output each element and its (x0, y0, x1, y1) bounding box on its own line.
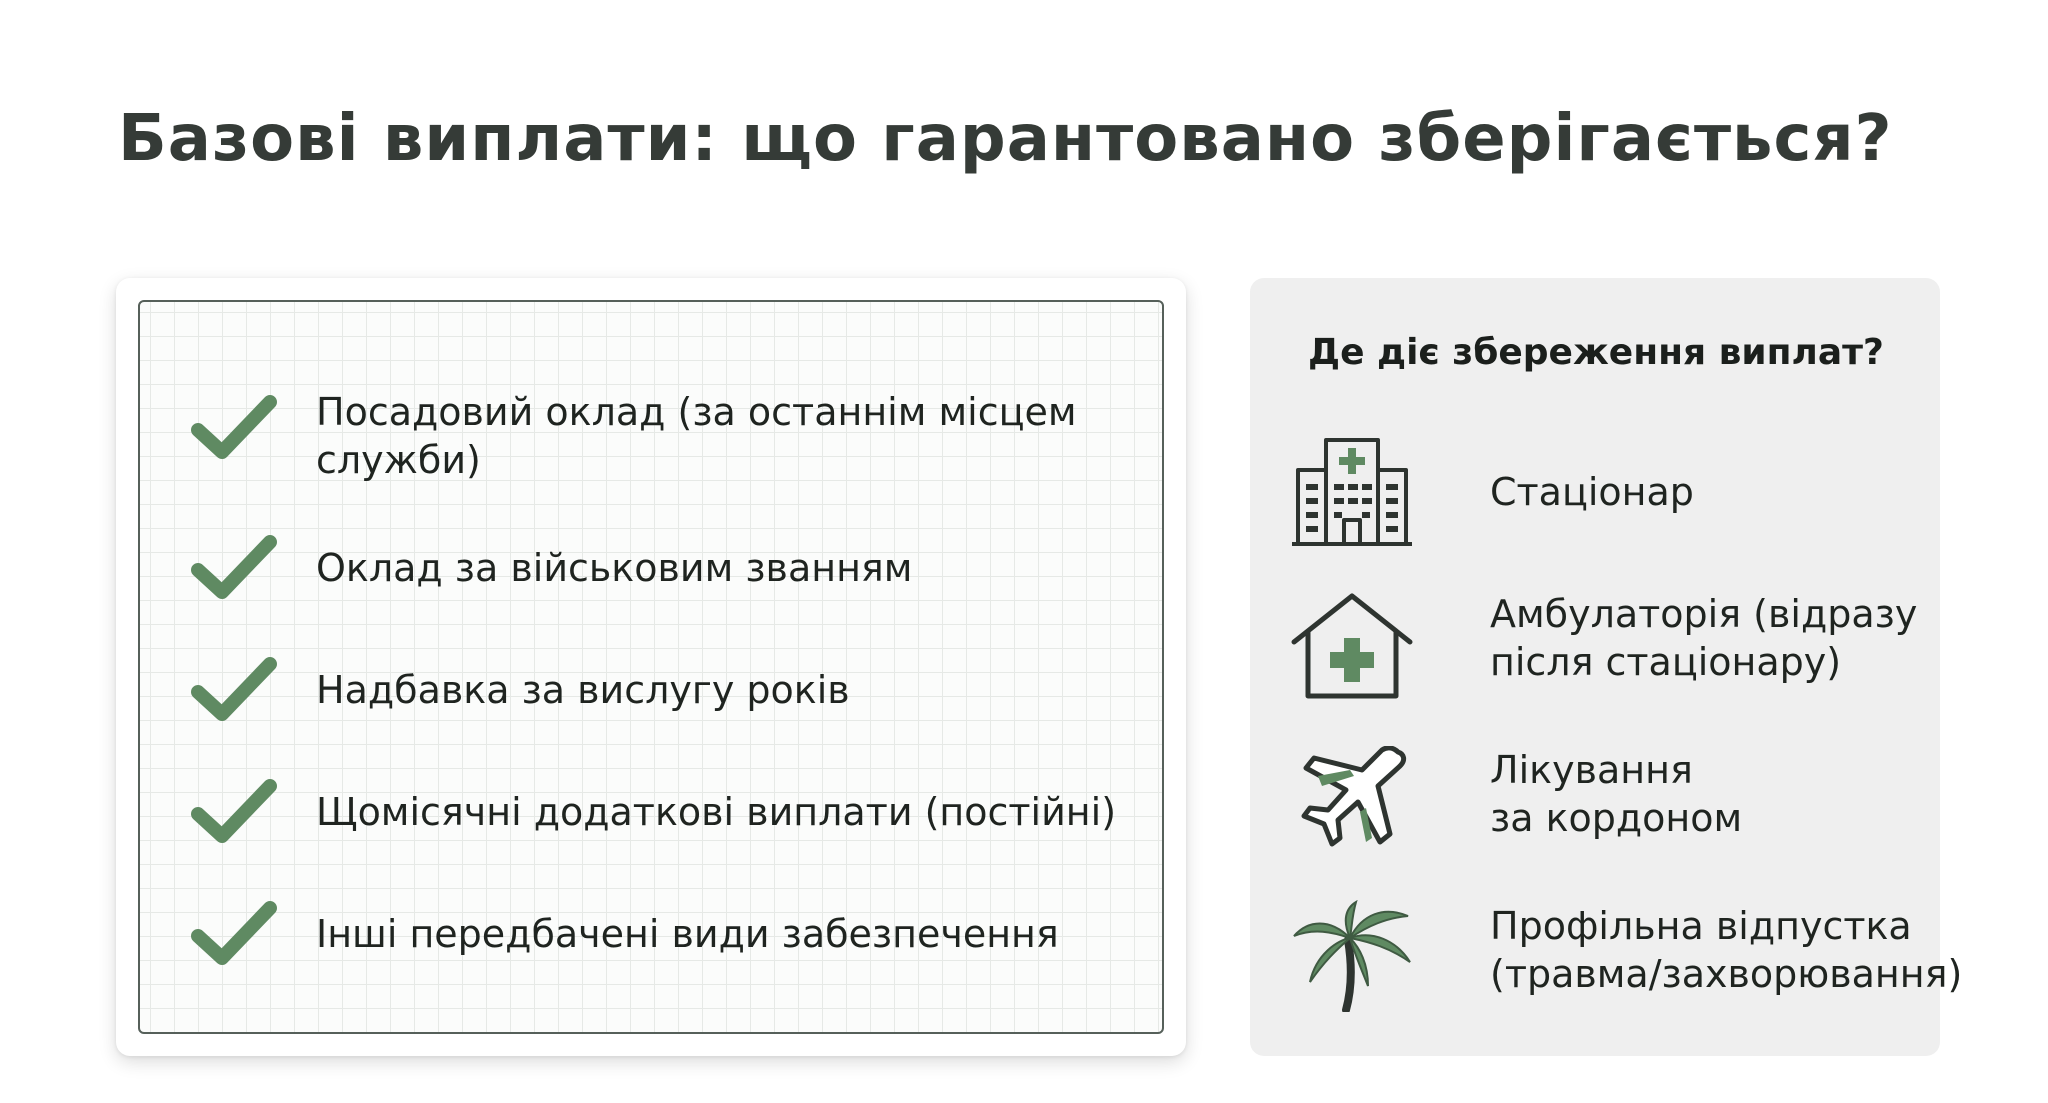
airplane-icon (1290, 746, 1414, 858)
clinic-house-icon (1290, 590, 1414, 702)
check-icon (188, 896, 280, 972)
check-icon (188, 774, 280, 850)
list-item-label: Оклад за військовим званням (316, 546, 913, 590)
locations-panel (1250, 278, 1963, 1056)
hospital-icon (1290, 436, 1414, 548)
list-item-label: Надбавка за вислугу років (316, 668, 850, 712)
check-icon (188, 652, 280, 728)
location-label: Лікування за кордоном (1490, 748, 1743, 840)
location-label: Профільна відпустка (травма/захворювання) (1490, 904, 1963, 996)
location-label: Стаціонар (1490, 470, 1694, 514)
list-item-label: Інші передбачені види забезпечення (316, 912, 1059, 956)
page-title: Базові виплати: що гарантовано зберігається? (118, 102, 1893, 176)
list-item-label: Щомісячні додаткові виплати (постійні) (316, 790, 1117, 834)
palm-tree-icon (1290, 900, 1414, 1012)
guaranteed-payments-list (138, 300, 1164, 1034)
check-icon (188, 390, 280, 466)
panel-title: Де діє збереження виплат? (1308, 332, 1884, 373)
check-icon (188, 530, 280, 606)
guaranteed-payments-card (116, 278, 1186, 1056)
list-item-label: Посадовий оклад (за останнім місцем служби) (316, 390, 1077, 482)
location-label: Амбулаторія (відразу після стаціонару) (1490, 592, 1918, 684)
